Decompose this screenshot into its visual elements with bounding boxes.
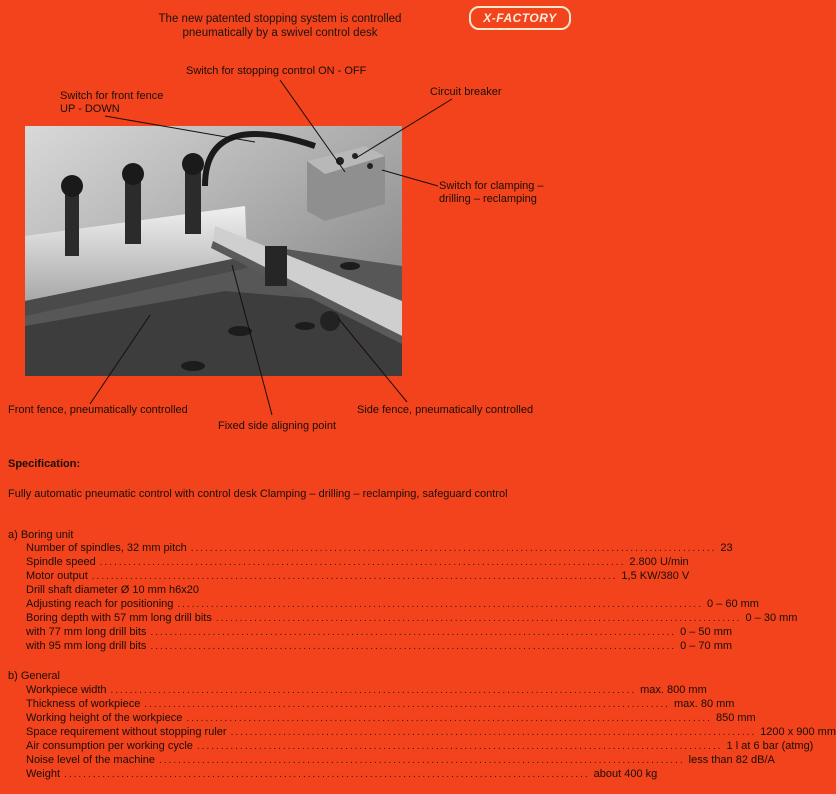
spec-value: 0 – 30 mm — [745, 612, 798, 624]
spec-value: 1200 x 900 mm — [760, 726, 836, 738]
spec-value: 0 – 60 mm — [707, 598, 759, 610]
spec-row — [26, 740, 814, 753]
spec-row — [26, 570, 690, 583]
spec-value: about 400 kg — [593, 768, 658, 780]
spec-row — [26, 556, 689, 569]
callout-clamping-line-1: Switch for clamping – — [439, 180, 544, 192]
spec-value: 850 mm — [715, 712, 756, 724]
spec-label: Motor output — [26, 570, 88, 582]
dot-leader: .............................................................................................................. — [196, 741, 723, 752]
spec-row — [26, 612, 798, 625]
spec-row — [26, 754, 775, 767]
callout-front-fence-switch — [60, 90, 163, 116]
spec-label: with 77 mm long drill bits — [26, 626, 147, 638]
spec-row — [26, 768, 658, 781]
spec-label: Noise level of the machine — [26, 754, 156, 766]
dot-leader: .............................................................................................................. — [190, 543, 717, 554]
dot-leader: .............................................................................................................. — [150, 641, 677, 652]
headline-line-2: pneumatically by a swivel control desk — [182, 27, 378, 39]
spec-value: 1,5 KW/380 V — [621, 570, 690, 582]
spec-label: Workpiece width — [26, 684, 107, 696]
spec-row — [26, 698, 735, 711]
spec-row — [26, 584, 563, 597]
callout-front-fence: Front fence, pneumatically controlled — [8, 404, 188, 416]
callout-circuit-breaker: Circuit breaker — [430, 86, 502, 98]
callout-clamping-line-2: drilling – reclamping — [439, 193, 537, 205]
spec-row — [26, 640, 733, 653]
spec-label: Drill shaft diameter Ø 10 mm h6x20 — [26, 584, 200, 596]
spec-label: Spindle speed — [26, 556, 96, 568]
dot-leader: .............................................................................................................. — [186, 713, 712, 724]
callout-clamping-switch — [439, 180, 544, 206]
spec-value: 2.800 U/min — [629, 556, 689, 568]
spec-label: Air consumption per working cycle — [26, 740, 193, 752]
dot-leader: .............................................................................................................. — [99, 557, 626, 568]
spec-row — [26, 726, 836, 739]
general-heading: b) General — [8, 670, 60, 682]
spec-label: with 95 mm long drill bits — [26, 640, 147, 652]
boring-unit-heading: a) Boring unit — [8, 529, 74, 541]
spec-value: less than 82 dB/A — [688, 754, 775, 766]
spec-row — [26, 684, 707, 697]
dot-leader: .............................................................................................................. — [110, 685, 637, 696]
spec-value: max. 800 mm — [640, 684, 707, 696]
dot-leader: .............................................................................................................. — [177, 599, 703, 610]
dot-leader: .............................................................................................................. — [230, 727, 757, 738]
brand-logo: X-FACTORY — [469, 6, 571, 30]
spec-label: Number of spindles, 32 mm pitch — [26, 542, 187, 554]
specification-title: Specification: — [8, 458, 81, 470]
dot-leader: .............................................................................................................. — [159, 755, 685, 766]
spec-label: Working height of the workpiece — [26, 712, 183, 724]
spec-label: Adjusting reach for positioning — [26, 598, 174, 610]
spec-value: 1 l at 6 bar (atmg) — [726, 740, 814, 752]
callout-front-fence-switch-line-2: UP - DOWN — [60, 103, 120, 115]
spec-row — [26, 626, 733, 639]
spec-label: Boring depth with 57 mm long drill bits — [26, 612, 212, 624]
spec-label: Thickness of workpiece — [26, 698, 141, 710]
spec-row — [26, 542, 733, 555]
spec-row — [26, 598, 759, 611]
dot-leader: .............................................................................................................. — [64, 769, 590, 780]
spec-value: max. 80 mm — [673, 698, 735, 710]
callout-stopping-control: Switch for stopping control ON - OFF — [186, 65, 367, 77]
dot-leader: .............................................................................................................. — [91, 571, 618, 582]
spec-value: 23 — [720, 542, 733, 554]
spec-row — [26, 712, 756, 725]
dot-leader: .............................................................................................................. — [144, 699, 670, 710]
headline-line-1: The new patented stopping system is controlled — [158, 13, 402, 25]
callout-front-fence-switch-line-1: Switch for front fence — [60, 90, 164, 102]
spec-label: Space requirement without stopping ruler — [26, 726, 227, 738]
callout-fixed-aligning-point: Fixed side aligning point — [218, 420, 337, 432]
machine-photo — [25, 126, 402, 376]
callout-side-fence: Side fence, pneumatically controlled — [357, 404, 534, 416]
headline — [120, 12, 440, 40]
spec-value: 0 – 50 mm — [680, 626, 733, 638]
spec-label: Weight — [26, 768, 61, 780]
specification-intro: Fully automatic pneumatic control with control desk Clamping – drilling – reclamping, safeguard control — [8, 488, 508, 500]
dot-leader: .............................................................................................................. — [215, 613, 742, 624]
dot-leader: .............................................................................................................. — [150, 627, 677, 638]
spec-value: 0 – 70 mm — [680, 640, 733, 652]
